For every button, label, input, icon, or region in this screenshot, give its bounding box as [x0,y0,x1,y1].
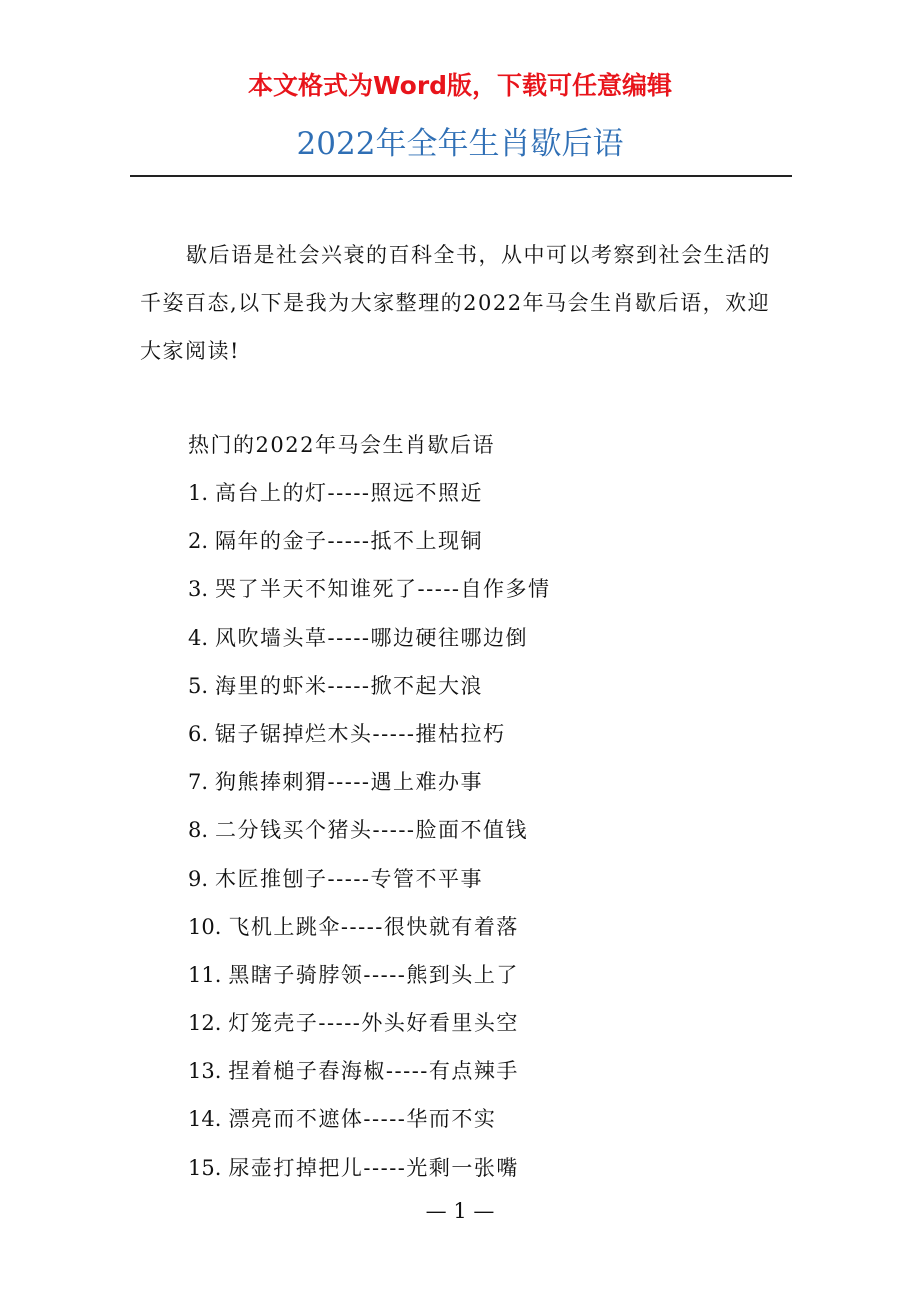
item-text: 狗熊捧刺猬-----遇上难办事 [215,770,484,795]
item-number: 10. [188,914,222,939]
document-title: 2022年全年生肖歇后语 [296,126,624,162]
item-number: 1. [188,481,209,505]
list-item [188,614,551,662]
item-text: 风吹墙头草-----哪边硬往哪边倒 [215,625,529,650]
list-item [188,806,551,854]
intro-paragraph: 歇后语是社会兴衰的百科全书，从中可以考察到社会生活的千姿百态,以下是我为大家整理的2022年马会生肖歇后语，欢迎大家阅读! [140,243,771,363]
list-item [188,662,551,710]
list-item [188,855,551,903]
item-text: 隔年的金子-----抵不上现铜 [215,529,484,554]
list-item [188,903,551,951]
item-number: 11. [188,962,222,987]
item-text: 海里的虾米-----掀不起大浪 [215,673,484,698]
download-notice-banner: 本文格式为Word版，下载可任意编辑 [247,71,673,100]
section-heading: 热门的2022年马会生肖歇后语 [188,433,495,457]
item-number: 5. [188,673,209,698]
item-text: 灯笼壳子-----外头好看里头空 [228,1011,519,1036]
item-text: 二分钱买个猪头-----脸面不值钱 [215,818,529,843]
list-item [188,758,551,806]
list-item [188,1095,551,1143]
list-item [188,469,551,517]
item-text: 尿壶打掉把儿-----光剩一张嘴 [228,1155,519,1180]
item-text: 飞机上跳伞-----很快就有着落 [228,914,519,939]
list-item [188,710,551,758]
item-number: 2. [188,529,209,554]
title-divider [130,175,792,177]
list-item [188,1144,551,1192]
item-text: 木匠推刨子-----专管不平事 [215,866,484,891]
item-number: 8. [188,818,209,843]
item-number: 13. [188,1059,222,1084]
item-number: 4. [188,625,209,650]
list-item [188,999,551,1047]
item-number: 3. [188,577,209,602]
list-item [188,951,551,999]
proverb-list [188,469,551,1192]
page-number: — 1 — [425,1199,495,1223]
item-text: 锯子锯掉烂木头-----摧枯拉朽 [215,721,506,746]
item-text: 捏着槌子舂海椒-----有点辣手 [228,1059,519,1084]
item-number: 7. [188,770,209,795]
item-text: 漂亮而不遮体-----华而不实 [228,1107,497,1132]
item-number: 6. [188,721,209,746]
list-item [188,565,551,613]
item-number: 14. [188,1107,222,1132]
item-text: 高台上的灯-----照远不照近 [215,481,484,505]
item-number: 12. [188,1011,222,1036]
list-item [188,517,551,565]
item-number: 15. [188,1155,222,1180]
item-number: 9. [188,866,209,891]
item-text: 哭了半天不知谁死了-----自作多情 [215,577,551,602]
list-item [188,1047,551,1095]
item-text: 黑瞎子骑脖领-----熊到头上了 [228,962,519,987]
